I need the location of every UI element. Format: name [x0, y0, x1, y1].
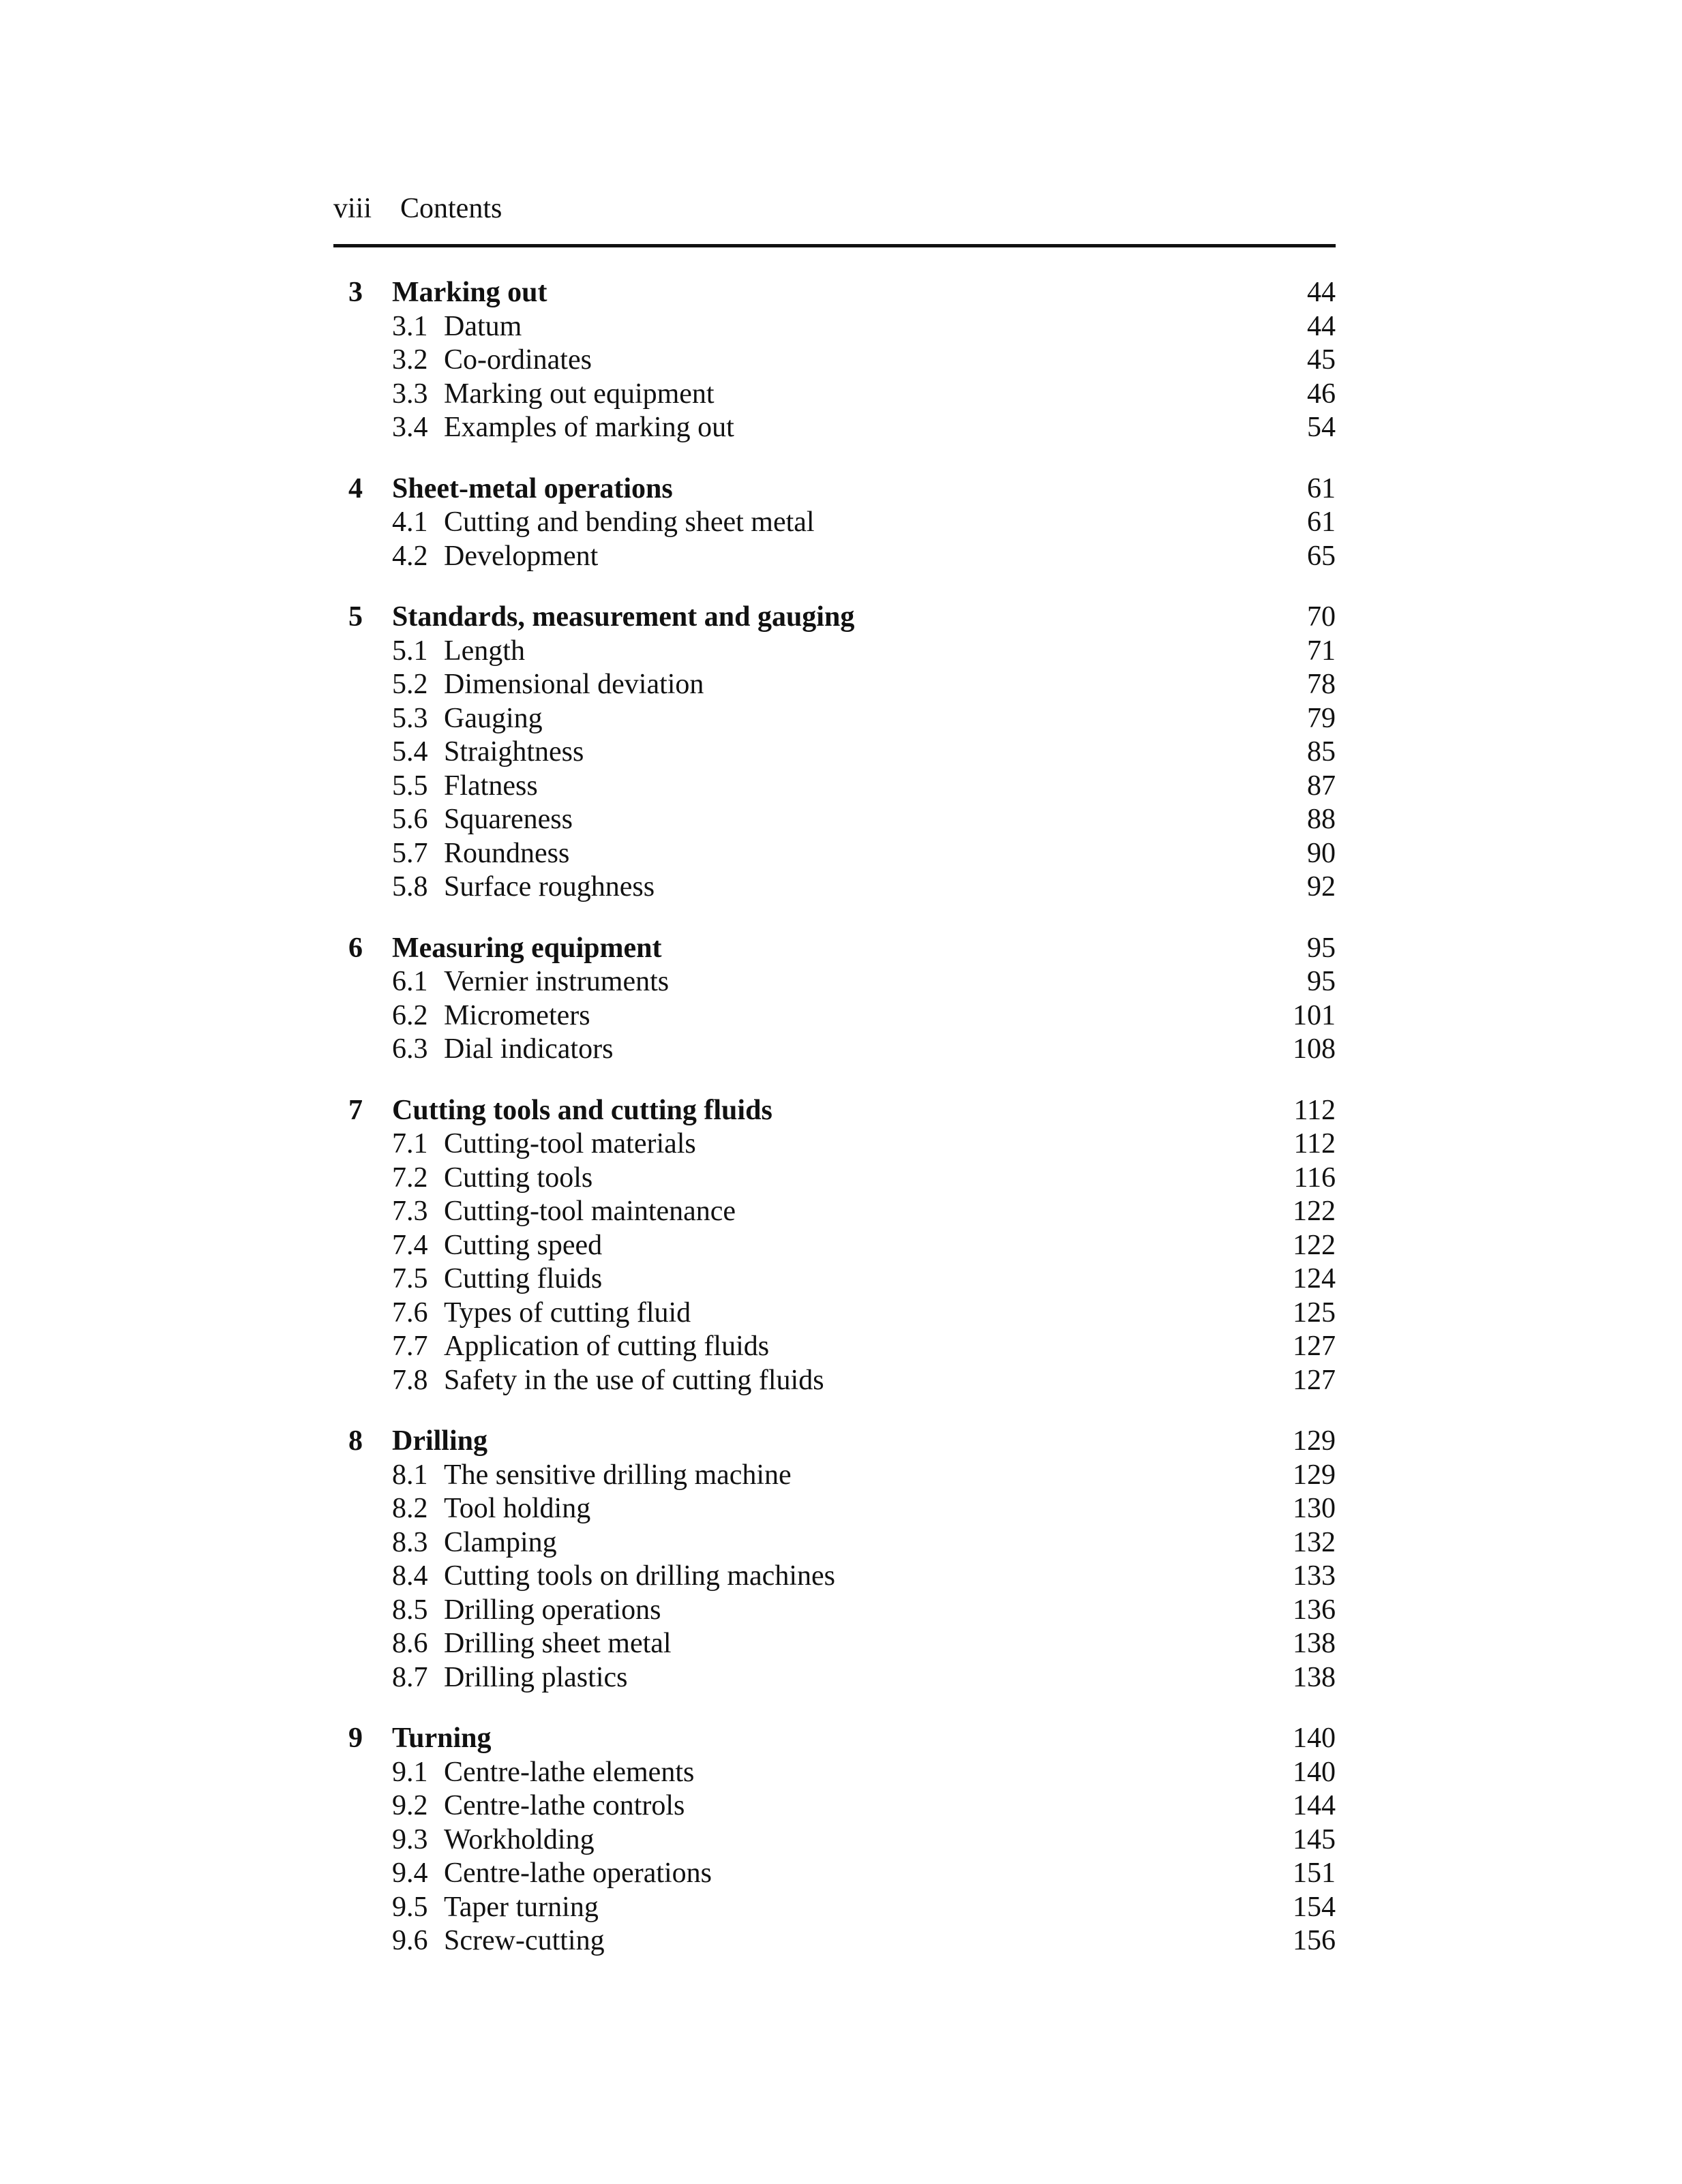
toc-chapter	[333, 932, 1336, 1067]
section-number: 3.4	[392, 412, 428, 443]
section-page-number: 129	[1293, 1459, 1336, 1491]
chapter-title: Marking out	[392, 277, 547, 308]
toc-section-entry[interactable]	[333, 770, 1336, 804]
section-title: Co-ordinates	[444, 344, 592, 376]
section-page-number: 124	[1293, 1263, 1336, 1294]
section-number: 4.1	[392, 506, 428, 538]
section-page-number: 127	[1293, 1364, 1336, 1396]
running-head-title: Contents	[400, 193, 502, 224]
section-page-number: 65	[1307, 540, 1336, 572]
section-title: Cutting and bending sheet metal	[444, 506, 815, 538]
chapter-number: 5	[348, 601, 363, 633]
section-page-number: 144	[1293, 1790, 1336, 1821]
section-title: Vernier instruments	[444, 966, 670, 997]
toc-chapter-entry[interactable]	[333, 1722, 1336, 1756]
toc-section-entry[interactable]	[333, 506, 1336, 540]
section-page-number: 133	[1293, 1560, 1336, 1592]
section-title: Cutting tools	[444, 1162, 593, 1194]
toc-section-entry[interactable]	[333, 310, 1336, 344]
section-number: 9.6	[392, 1925, 428, 1956]
toc-chapter	[333, 1722, 1336, 1958]
section-page-number: 88	[1307, 804, 1336, 835]
section-number: 5.7	[392, 837, 428, 869]
chapter-page-number: 129	[1293, 1425, 1336, 1457]
section-title: Dimensional deviation	[444, 669, 704, 700]
section-page-number: 108	[1293, 1033, 1336, 1065]
section-page-number: 112	[1293, 1128, 1336, 1159]
section-number: 6.1	[392, 966, 428, 997]
chapter-title: Standards, measurement and gauging	[392, 601, 855, 633]
section-page-number: 140	[1293, 1756, 1336, 1788]
chapter-number: 9	[348, 1723, 363, 1754]
section-number: 8.3	[392, 1526, 428, 1558]
section-number: 7.2	[392, 1162, 428, 1194]
section-title: Roundness	[444, 837, 570, 869]
section-page-number: 138	[1293, 1628, 1336, 1659]
section-number: 9.3	[392, 1823, 428, 1855]
toc-chapter-entry[interactable]	[333, 1425, 1336, 1459]
section-number: 7.1	[392, 1128, 428, 1159]
chapter-page-number: 95	[1307, 932, 1336, 964]
section-title: Clamping	[444, 1526, 557, 1558]
section-number: 5.5	[392, 770, 428, 802]
section-page-number: 92	[1307, 871, 1336, 903]
section-page-number: 95	[1307, 966, 1336, 997]
toc-chapter-entry[interactable]	[333, 1094, 1336, 1128]
section-title: Drilling operations	[444, 1594, 661, 1626]
section-number: 8.5	[392, 1594, 428, 1626]
chapter-title: Drilling	[392, 1425, 488, 1457]
chapter-title: Turning	[392, 1723, 492, 1754]
section-title: Cutting tools on drilling machines	[444, 1560, 835, 1592]
section-number: 7.6	[392, 1296, 428, 1329]
section-title: Drilling plastics	[444, 1661, 628, 1693]
section-number: 5.3	[392, 702, 428, 734]
toc-chapter	[333, 276, 1336, 445]
chapter-number: 6	[348, 932, 363, 964]
section-number: 9.2	[392, 1790, 428, 1821]
toc-section-entry[interactable]	[333, 1492, 1336, 1526]
section-page-number: 46	[1307, 378, 1336, 410]
section-number: 9.5	[392, 1891, 428, 1923]
section-page-number: 61	[1307, 506, 1336, 538]
toc-section-entry[interactable]	[333, 1033, 1336, 1067]
toc-section-entry[interactable]	[333, 1127, 1336, 1162]
section-number: 3.2	[392, 344, 428, 376]
section-title: Dial indicators	[444, 1033, 614, 1065]
section-title: Safety in the use of cutting fluids	[444, 1364, 824, 1396]
section-title: Cutting speed	[444, 1229, 603, 1261]
section-number: 5.1	[392, 635, 428, 667]
toc-section-entry[interactable]	[333, 1459, 1336, 1493]
section-title: Tool holding	[444, 1493, 591, 1524]
section-title: Marking out equipment	[444, 378, 715, 410]
section-title: Cutting-tool maintenance	[444, 1196, 736, 1227]
section-page-number: 156	[1293, 1925, 1336, 1956]
section-page-number: 132	[1293, 1526, 1336, 1558]
toc-section-entry[interactable]	[333, 965, 1336, 999]
table-of-contents	[333, 276, 1336, 1986]
page-folio: viii	[333, 193, 372, 224]
section-title: Surface roughness	[444, 871, 655, 903]
section-page-number: 45	[1307, 344, 1336, 376]
section-title: Workholding	[444, 1823, 595, 1855]
section-title: Screw-cutting	[444, 1925, 605, 1956]
chapter-number: 8	[348, 1425, 363, 1457]
chapter-page-number: 140	[1293, 1723, 1336, 1754]
toc-section-entry[interactable]	[333, 803, 1336, 837]
toc-section-entry[interactable]	[333, 1229, 1336, 1263]
toc-chapter	[333, 1094, 1336, 1398]
section-number: 7.8	[392, 1364, 428, 1396]
chapter-number: 7	[348, 1094, 363, 1126]
toc-section-entry[interactable]	[333, 668, 1336, 702]
toc-section-entry[interactable]	[333, 1789, 1336, 1823]
section-page-number: 54	[1307, 412, 1336, 443]
section-page-number: 85	[1307, 736, 1336, 768]
section-number: 3.3	[392, 378, 428, 410]
section-page-number: 125	[1293, 1296, 1336, 1329]
chapter-title: Sheet-metal operations	[392, 472, 673, 504]
section-title: Taper turning	[444, 1891, 599, 1923]
toc-chapter-entry[interactable]	[333, 932, 1336, 966]
toc-chapter	[333, 472, 1336, 574]
toc-section-entry[interactable]	[333, 1262, 1336, 1296]
section-page-number: 101	[1293, 999, 1336, 1031]
toc-chapter	[333, 1425, 1336, 1695]
section-title: Development	[444, 540, 599, 572]
section-page-number: 145	[1293, 1823, 1336, 1855]
chapter-title: Cutting tools and cutting fluids	[392, 1094, 772, 1126]
section-number: 9.1	[392, 1756, 428, 1788]
section-number: 8.6	[392, 1628, 428, 1659]
section-page-number: 138	[1293, 1661, 1336, 1693]
section-title: Cutting fluids	[444, 1263, 603, 1294]
toc-section-entry[interactable]	[333, 1526, 1336, 1560]
section-number: 8.2	[392, 1493, 428, 1524]
toc-section-entry[interactable]	[333, 702, 1336, 736]
section-number: 8.7	[392, 1661, 428, 1693]
toc-section-entry[interactable]	[333, 344, 1336, 378]
toc-section-entry[interactable]	[333, 999, 1336, 1033]
section-number: 5.2	[392, 669, 428, 700]
toc-section-entry[interactable]	[333, 1891, 1336, 1925]
section-title: Centre-lathe operations	[444, 1857, 712, 1889]
toc-section-entry[interactable]	[333, 735, 1336, 770]
section-title: Micrometers	[444, 999, 590, 1031]
section-page-number: 79	[1307, 702, 1336, 734]
section-number: 8.4	[392, 1560, 428, 1592]
toc-chapter-entry[interactable]	[333, 472, 1336, 506]
section-number: 7.7	[392, 1331, 428, 1362]
chapter-number: 3	[348, 277, 363, 308]
section-title: Length	[444, 635, 525, 667]
section-number: 6.3	[392, 1033, 428, 1065]
toc-section-entry[interactable]	[333, 1661, 1336, 1695]
toc-section-entry[interactable]	[333, 1924, 1336, 1958]
toc-section-entry[interactable]	[333, 837, 1336, 871]
toc-chapter-entry[interactable]	[333, 276, 1336, 310]
section-title: Application of cutting fluids	[444, 1331, 770, 1362]
section-title: Cutting-tool materials	[444, 1128, 696, 1159]
section-title: Squareness	[444, 804, 573, 835]
section-number: 3.1	[392, 310, 428, 342]
section-page-number: 90	[1307, 837, 1336, 869]
section-number: 6.2	[392, 999, 428, 1031]
section-number: 5.6	[392, 804, 428, 835]
toc-section-entry[interactable]	[333, 1364, 1336, 1398]
running-head	[333, 192, 1336, 247]
section-page-number: 71	[1307, 635, 1336, 667]
section-page-number: 136	[1293, 1594, 1336, 1626]
section-page-number: 151	[1293, 1857, 1336, 1889]
section-title: Flatness	[444, 770, 538, 802]
chapter-page-number: 70	[1307, 601, 1336, 633]
section-number: 4.2	[392, 540, 428, 572]
section-number: 9.4	[392, 1857, 428, 1889]
toc-section-entry[interactable]	[333, 1330, 1336, 1364]
toc-section-entry[interactable]	[333, 411, 1336, 445]
toc-section-entry[interactable]	[333, 1823, 1336, 1857]
toc-section-entry[interactable]	[333, 1857, 1336, 1891]
toc-section-entry[interactable]	[333, 1560, 1336, 1594]
section-title: Examples of marking out	[444, 412, 734, 443]
chapter-page-number: 44	[1307, 277, 1336, 308]
toc-section-entry[interactable]	[333, 870, 1336, 905]
section-title: Drilling sheet metal	[444, 1628, 672, 1659]
section-title: The sensitive drilling machine	[444, 1459, 792, 1491]
section-page-number: 127	[1293, 1331, 1336, 1362]
section-number: 7.5	[392, 1263, 428, 1294]
section-page-number: 130	[1293, 1493, 1336, 1524]
toc-chapter-entry[interactable]	[333, 601, 1336, 635]
section-title: Centre-lathe controls	[444, 1790, 685, 1821]
toc-section-entry[interactable]	[333, 378, 1336, 412]
toc-section-entry[interactable]	[333, 540, 1336, 574]
toc-section-entry[interactable]	[333, 1162, 1336, 1196]
chapter-number: 4	[348, 472, 363, 504]
section-number: 7.4	[392, 1229, 428, 1261]
section-title: Centre-lathe elements	[444, 1756, 695, 1788]
section-page-number: 78	[1307, 669, 1336, 700]
section-page-number: 154	[1293, 1891, 1336, 1923]
section-number: 7.3	[392, 1196, 428, 1227]
section-page-number: 116	[1293, 1162, 1336, 1194]
toc-chapter	[333, 601, 1336, 905]
section-number: 5.4	[392, 736, 428, 768]
toc-section-entry[interactable]	[333, 635, 1336, 669]
section-number: 5.8	[392, 871, 428, 903]
chapter-page-number: 61	[1307, 472, 1336, 504]
section-page-number: 87	[1307, 770, 1336, 802]
section-number: 8.1	[392, 1459, 428, 1491]
toc-section-entry[interactable]	[333, 1756, 1336, 1790]
chapter-title: Measuring equipment	[392, 932, 662, 964]
section-title: Straightness	[444, 736, 584, 768]
toc-section-entry[interactable]	[333, 1195, 1336, 1229]
section-title: Types of cutting fluid	[444, 1296, 691, 1329]
section-page-number: 122	[1293, 1196, 1336, 1227]
toc-section-entry[interactable]	[333, 1594, 1336, 1628]
section-page-number: 44	[1307, 310, 1336, 342]
toc-section-entry[interactable]	[333, 1296, 1336, 1331]
chapter-page-number: 112	[1293, 1094, 1336, 1126]
section-title: Datum	[444, 310, 522, 342]
section-title: Gauging	[444, 702, 543, 734]
toc-section-entry[interactable]	[333, 1627, 1336, 1661]
section-page-number: 122	[1293, 1229, 1336, 1261]
